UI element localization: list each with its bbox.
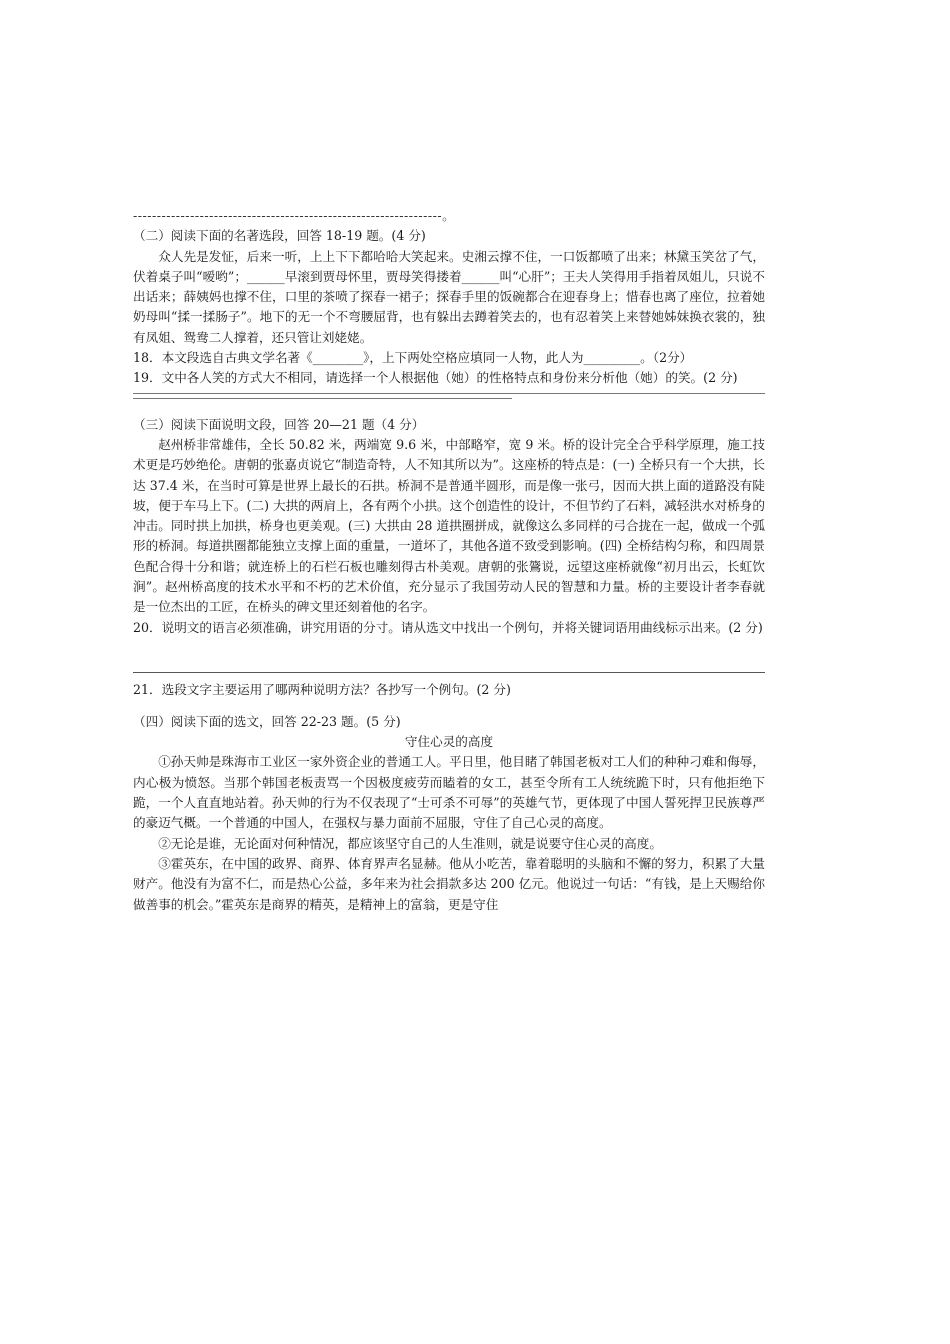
section-2-header: （二）阅读下面的名著选段，回答 18-19 题。(4 分): [133, 228, 426, 244]
article-paragraph-1: ①孙天帅是珠海市工业区一家外资企业的普通工人。平日里，他目睹了韩国老板对工人们的种种刁难和侮辱，内心极为愤怒。当那个韩国老板责骂一个因极度疲劳而瞌着的女工，甚至令所有工人统统跪下时，只有他拒绝下跪，一个人直直地站着。孙天帅的行为不仅表现了“士可杀不可辱”的英雄气节，更体现了中国人誓死捍卫民族尊严的豪迈气概。一个普通的中国人，在强权与暴力面前不屈服，守住了自己心灵的高度。: [133, 754, 765, 831]
question-21: 21．选段文字主要运用了哪两种说明方法？各抄写一个例句。(2 分): [133, 681, 511, 697]
answer-line: [133, 393, 765, 394]
section-3-passage: 赵州桥非常雄伟，全长 50.82 米，两端宽 9.6 米，中部略窄，宽 9 米。桥的设计完全合乎科学原理，施工技术更是巧妙绝伦。唐朝的张嘉贞说它“制造奇特，人不知其所以为”。这座桥的特点是：(一) 全桥只有一个大拱，长达 37.4 米，在当时可算是世界上最长的石拱。桥洞不是普通半圆形，而是像一张弓，因而大拱上面的道路没有陡坡，便于车马上下。(二) 大拱的两肩上，各有两个小拱。这个创造性的设计，不但节约了石料，减轻洪水对桥身的冲击。同时拱上加拱，桥身也更美观。(三) 大拱由 28 道拱圈拼成，就像这么多同样的弓合拢在一起，做成一个弧形的桥洞。每道拱圈都能独立支撑上面的重量，一道坏了，其他各道不致受到影响。(四) 全桥结构匀称，和四周景色配合得十分和谐；就连桥上的石栏石板也雕刻得古朴美观。唐朝的张鷟说，远望这座桥就像“初月出云，长虹饮涧”。赵州桥高度的技术水平和不朽的艺术价值，充分显示了我国劳动人民的智慧和力量。桥的主要设计者李春就是一位杰出的工匠，在桥头的碑文里还刻着他的名字。: [133, 436, 765, 615]
article-paragraph-3: ③霍英东，在中国的政界、商界、体育界声名显赫。他从小吃苦，靠着聪明的头脑和不懈的努力，积累了大量财产。他没有为富不仁，而是热心公益，多年来为社会捐款多达 200 亿元。他说过一句话：“有钱，是上天赐给你做善事的机会。”霍英东是商界的精英，是精神上的富翁，更是守住: [133, 855, 765, 912]
separator-dashes: -----------------------------------------------------------------。: [133, 208, 456, 223]
spacer: [133, 638, 765, 666]
spacer: [133, 403, 765, 415]
answer-line: [133, 672, 765, 673]
question-19: 19．文中各人笑的方式大不相同，请选择一个人根据他（她）的性格特点和身份来分析他（她）的笑。(2 分): [133, 370, 738, 386]
article-paragraph-2: ②无论是谁，无论面对何种情况，都应该坚守自己的人生准则，就是说要守住心灵的高度。: [158, 835, 662, 851]
article-title: 守住心灵的高度: [404, 734, 494, 750]
section-3-header: （三）阅读下面说明文段，回答 20—21 题（4 分）: [133, 416, 425, 432]
question-18: 18．本文段选自古典文学名著《________》，上下两处空格应填同一人物，此人为_________。（2分）: [133, 350, 693, 366]
exam-sheet: [133, 206, 765, 915]
question-20: 20．说明文的语言必须准确，讲究用语的分寸。请从选文中找出一个例句，并将关键词语用曲线标示出来。(2 分): [133, 619, 763, 635]
spacer: [133, 700, 765, 712]
answer-line: [133, 398, 512, 399]
section-4-header: （四）阅读下面的选文，回答 22-23 题。(5 分): [133, 713, 401, 729]
section-2-passage: 众人先是发怔，后来一听，上上下下都哈哈大笑起来。史湘云撑不住，一口饭都喷了出来；林黛玉笑岔了气，伏着桌子叫“嗳哟”；______早滚到贾母怀里，贾母笑得搂着______叫“心肝”；王夫人笑得用手指着凤姐儿，只说不出话来；薛姨妈也撑不住，口里的茶喷了探春一裙子；探春手里的饭碗都合在迎春身上；惜春也离了座位，拉着她奶母叫“揉一揉肠子”。地下的无一个不弯腰屈背，也有躲出去蹲着笑去的，也有忍着笑上来替她姊妹换衣裳的，独有凤姐、鸳鸯二人撑着，还只管让刘姥姥。: [133, 248, 765, 345]
